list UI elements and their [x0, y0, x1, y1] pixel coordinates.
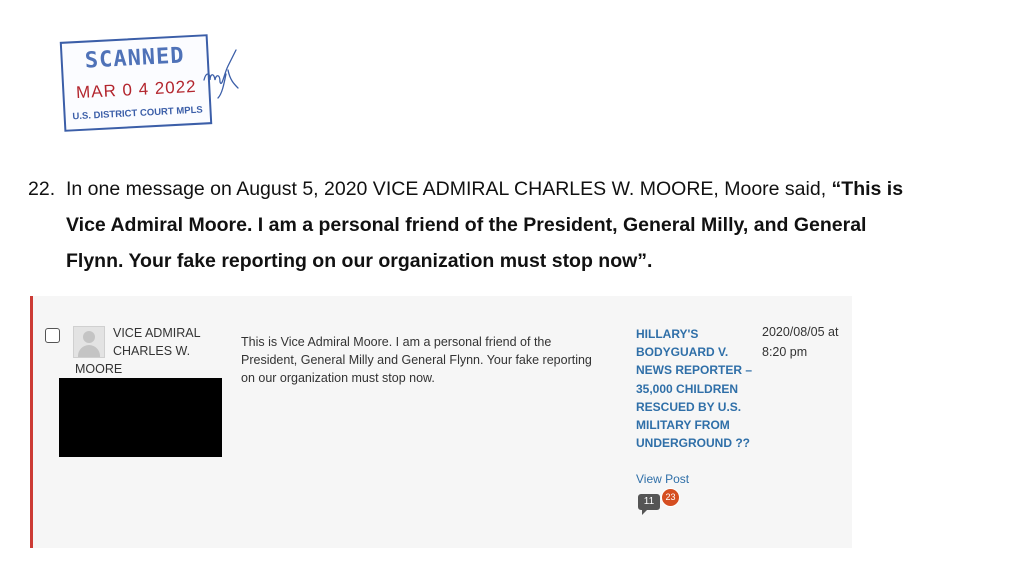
redaction-box [59, 378, 222, 457]
handwritten-initials [198, 44, 242, 104]
quote-start: “This is [831, 178, 904, 200]
quote-line-2: Vice Admiral Moore. I am a personal friend of the President, General Milly, and General [66, 214, 867, 236]
comment-author-line-2: CHARLES W. [113, 344, 191, 358]
stamp-date: MAR 0 4 2022 [75, 76, 198, 103]
approved-comments-count[interactable]: 11 [638, 494, 660, 510]
paragraph-line-1-plain: In one message on August 5, 2020 VICE ADMIRAL CHARLES W. MOORE, Moore said, [66, 178, 832, 200]
select-comment-checkbox[interactable] [45, 328, 60, 343]
scanned-stamp [60, 34, 213, 132]
comment-author-line-1: VICE ADMIRAL [113, 326, 201, 340]
stamp-title: SCANNED [84, 43, 186, 74]
comment-date: 2020/08/05 at [762, 325, 839, 339]
paragraph-line-2 [66, 207, 866, 243]
comment-screenshot [30, 296, 852, 548]
avatar [73, 326, 105, 358]
paragraph-line-3 [66, 243, 652, 279]
paragraph-line-1 [66, 171, 903, 207]
comment-text: This is Vice Admiral Moore. I am a personal friend of the President, General Milly and General Flynn. Your fake reporting on our organization must stop now. [241, 335, 592, 385]
comment-author-line-3: MOORE [75, 362, 123, 376]
paragraph-number: 22. [28, 178, 56, 200]
quote-line-3: Flynn. Your fake reporting on our organization must stop now”. [66, 250, 653, 272]
view-post-link[interactable]: View Post [636, 472, 690, 486]
comment-time: 8:20 pm [762, 345, 808, 359]
post-title-link[interactable]: HILLARY'S BODYGUARD V. NEWS REPORTER – 35,000 CHILDREN RESCUED BY U.S. MILITARY FROM UNDERGROUND ?? [636, 327, 753, 451]
stamp-court: U.S. DISTRICT COURT MPLS [72, 104, 203, 123]
pending-comments-badge[interactable]: 23 [661, 488, 680, 507]
